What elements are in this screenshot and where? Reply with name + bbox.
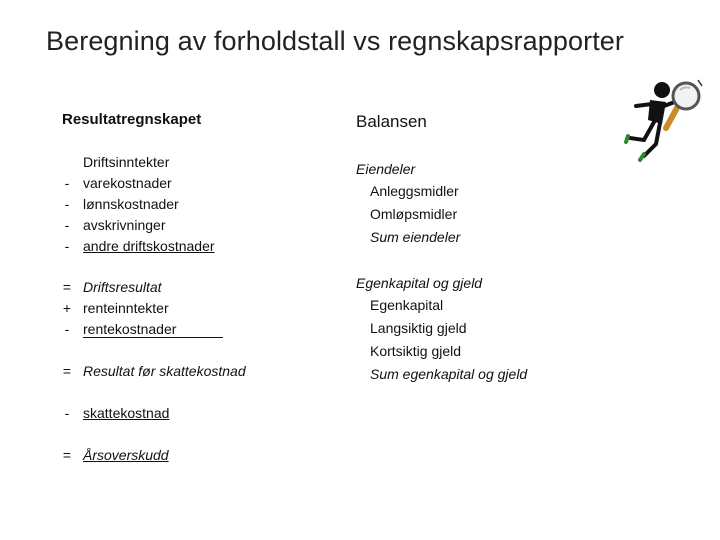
magnifying-glass-figure-icon <box>622 76 708 164</box>
assets-heading: Eiendeler <box>356 161 416 177</box>
asset-total: Sum eiendeler <box>370 229 461 245</box>
income-heading: Resultatregnskapet <box>62 111 202 128</box>
asset-item: Anleggsmidler <box>370 183 459 199</box>
liability-item: Egenkapital <box>370 297 444 313</box>
liability-item: Kortsiktig gjeld <box>370 343 462 359</box>
asset-item: Omløpsmidler <box>370 206 458 222</box>
liability-total: Sum egenkapital og gjeld <box>370 366 528 382</box>
liability-item: Langsiktig gjeld <box>370 320 467 336</box>
liabilities-heading: Egenkapital og gjeld <box>356 275 483 291</box>
balance-heading: Balansen <box>356 112 427 131</box>
page-title: Beregning av forholdstall vs regnskapsrapporter <box>46 26 625 56</box>
